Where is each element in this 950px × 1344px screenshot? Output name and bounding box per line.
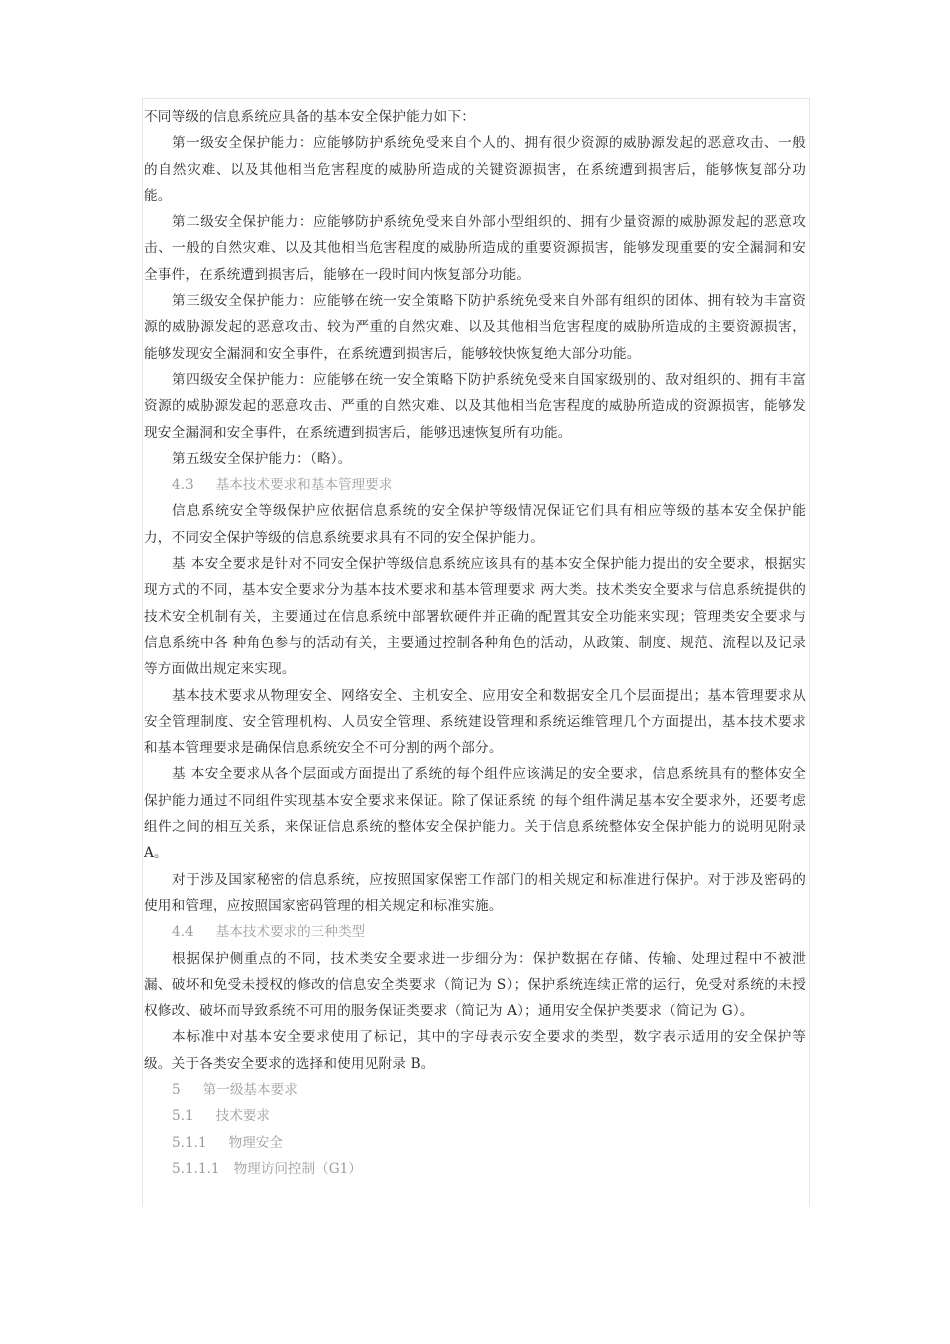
heading-number: 4.4: [172, 924, 194, 941]
paragraph-4-3-b: 基 本安全要求是针对不同安全保护等级信息系统应该具有的基本安全保护能力提出的安全要求，根据实现方式的不同，基本安全要求分为基本技术要求和基本管理要求 两大类。技术类安全要求与信息系统提供的技术安全机制有关，主要通过在信息系统中部署软硬件并正确的配置其安全功能来实现；管理类安全要求与信息系统中各 种角色参与的活动有关，主要通过控制各种角色的活动，从政策、制度、规范、流程以及记录等方面做出规定来实现。: [144, 556, 806, 678]
heading-5-1: [144, 1103, 806, 1129]
heading-number: 5.1.1.1: [172, 1160, 220, 1177]
paragraph-level-3: 第三级安全保护能力：应能够在统一安全策略下防护系统免受来自外部有组织的团体、拥有较为丰富资源的威胁源发起的恶意攻击、较为严重的自然灾难、以及其他相当危害程度的威胁所造成的主要资源损害，能够发现安全漏洞和安全事件，在系统遭到损害后，能够较快恢复绝大部分功能。: [144, 293, 806, 362]
heading-title: 基本技术要求和基本管理要求: [215, 477, 393, 494]
heading-title: 物理安全: [228, 1134, 283, 1151]
paragraph-4-3-c: 基本技术要求从物理安全、网络安全、主机安全、应用安全和数据安全几个层面提出；基本管理要求从安全管理制度、安全管理机构、人员安全管理、系统建设管理和系统运维管理几个方面提出，基本技术要求和基本管理要求是确保信息系统安全不可分割的两个部分。: [144, 687, 806, 757]
heading-title: 基本技术要求的三种类型: [215, 924, 366, 941]
heading-title: 技术要求: [215, 1108, 270, 1125]
heading-4-4: [144, 919, 806, 945]
document-body: [144, 104, 806, 1182]
heading-4-3: [144, 472, 806, 498]
paragraph-4-3-d: 基 本安全要求从各个层面或方面提出了系统的每个组件应该满足的安全要求，信息系统具有的整体安全保护能力通过不同组件实现基本安全要求来保证。除了保证系统 的每个组件满足基本安全要求外，还要考虑组件之间的相互关系，来保证信息系统的整体安全保护能力。关于信息系统整体安全保护能力的说明见附录 A。: [144, 766, 806, 862]
paragraph-level-5: 第五级安全保护能力：（略）。: [172, 450, 352, 467]
paragraph-level-2: 第二级安全保护能力：应能够防护系统免受来自外部小型组织的、拥有少量资源的威胁源发起的恶意攻击、一般的自然灾难、以及其他相当危害程度的威胁所造成的重要资源损害，能够发现重要的安全漏洞和安全事件，在系统遭到损害后，能够在一段时间内恢复部分功能。: [144, 214, 806, 283]
paragraph-4-4-b: 本标准中对基本安全要求使用了标记，其中的字母表示安全要求的类型，数字表示适用的安全保护等级。关于各类安全要求的选择和使用见附录 B。: [144, 1029, 806, 1072]
heading-5-1-1-1: [144, 1156, 806, 1182]
heading-title: 第一级基本要求: [202, 1081, 298, 1098]
paragraph-intro: 不同等级的信息系统应具备的基本安全保护能力如下：: [144, 109, 476, 125]
heading-title: 物理访问控制（G1）: [233, 1160, 362, 1177]
paragraph-level-4: 第四级安全保护能力：应能够在统一安全策略下防护系统免受来自国家级别的、敌对组织的、拥有丰富资源的威胁源发起的恶意攻击、严重的自然灾难、以及其他相当危害程度的威胁所造成的资源损害，能够发现安全漏洞和安全事件，在系统遭到损害后，能够迅速恢复所有功能。: [144, 371, 806, 441]
heading-number: 5.1: [172, 1108, 194, 1125]
paragraph-4-3-a: 信息系统安全等级保护应依据信息系统的安全保护等级情况保证它们具有相应等级的基本安全保护能力，不同安全保护等级的信息系统要求具有不同的安全保护能力。: [144, 503, 806, 546]
heading-number: 5: [172, 1081, 181, 1098]
paragraph-4-4-a: 根据保护侧重点的不同，技术类安全要求进一步细分为：保护数据在存储、传输、处理过程中不被泄漏、破坏和免受未授权的修改的信息安全类要求（简记为 S）；保护系统连续正常的运行，免受对系统的未授权修改、破坏而导致系统不可用的服务保证类要求（简记为 A）；通用安全保护类要求（简记为 G）。: [144, 950, 806, 1020]
heading-number: 4.3: [172, 477, 194, 494]
paragraph-4-3-e: 对于涉及国家秘密的信息系统，应按照国家保密工作部门的相关规定和标准进行保护。对于涉及密码的使用和管理，应按照国家密码管理的相关规定和标准实施。: [144, 871, 806, 914]
heading-number: 5.1.1: [172, 1134, 207, 1151]
paragraph-level-1: 第一级安全保护能力：应能够防护系统免受来自个人的、拥有很少资源的威胁源发起的恶意攻击、一般的自然灾难、以及其他相当危害程度的威胁所造成的关键资源损害，在系统遭到损害后，能够恢复部分功能。: [144, 135, 806, 204]
heading-5-1-1: [144, 1130, 806, 1156]
heading-5: [144, 1077, 806, 1103]
